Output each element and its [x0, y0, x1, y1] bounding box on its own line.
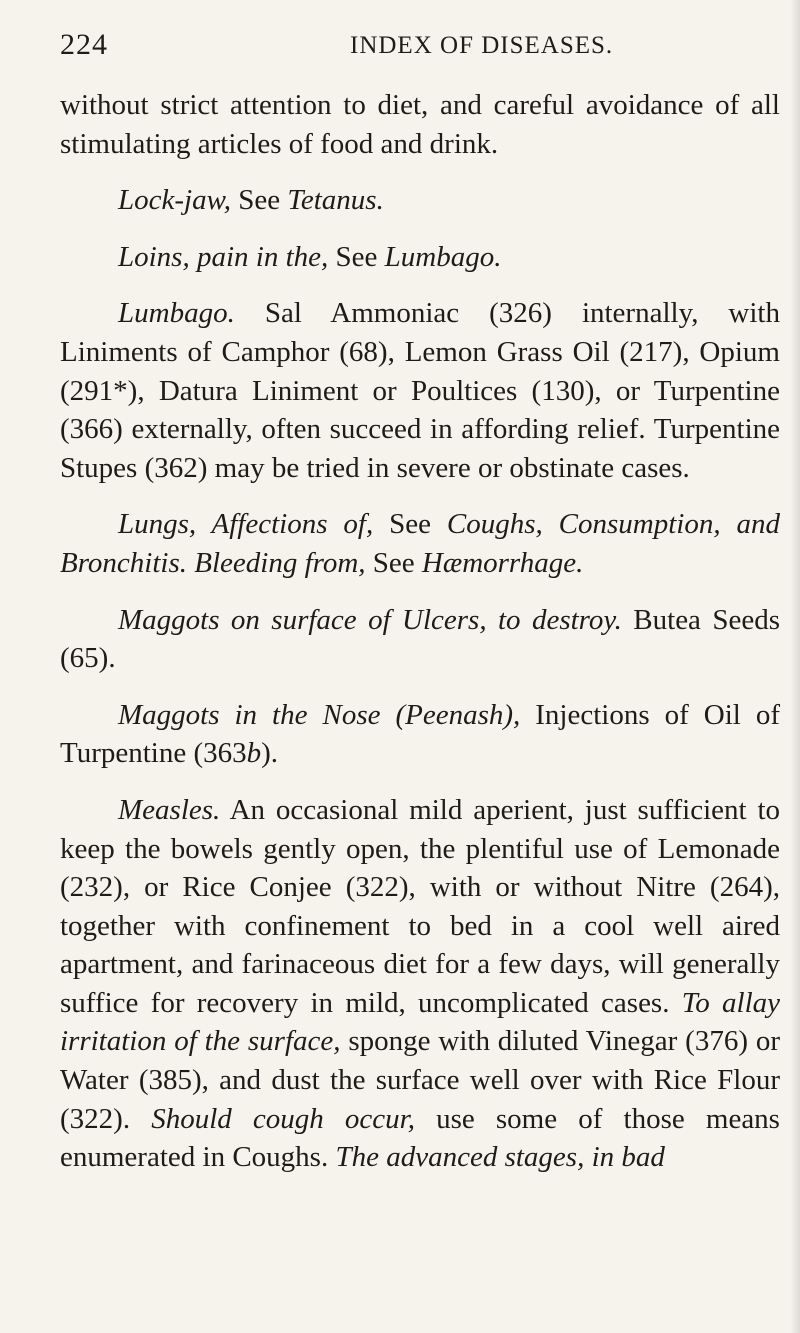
cross-reference: Lumbago. — [384, 240, 502, 273]
entry-text: Sal Ammoniac (326) internally, with Liniments of Camphor (68), Lemon Grass Oil (217), Opium (291*), Datura Liniment or Poultices (130), or Turpentine (366) externally, often succeed in affording relief. Turpentine Stupes (362) may be tried in severe or obstinate cases. — [60, 297, 780, 484]
entry-text: sponge with diluted Vinegar (376) or Water (385), and dust the surface well over with Rice Flour (322). — [60, 1025, 780, 1135]
page-edge-shadow — [790, 0, 800, 1333]
cross-reference: Tetanus. — [287, 184, 384, 217]
entry-term: Loins, pain in the, — [118, 240, 329, 273]
entry-term: Maggots on surface of Ulcers, to destroy. — [118, 603, 622, 636]
entry-lungs — [60, 505, 780, 582]
entry-text: See — [365, 546, 422, 579]
entry-text: See — [328, 240, 385, 273]
continuation-paragraph — [60, 86, 780, 163]
paragraph-text: without strict attention to diet, and careful avoidance of all stimulating articles of food and drink. — [60, 89, 780, 160]
entry-text: Injections of Oil of Turpentine (363 — [60, 698, 780, 770]
index-body — [60, 86, 780, 1195]
entry-text: See — [231, 184, 288, 217]
entry-term: Measles. — [118, 793, 221, 826]
entry-maggots-nose — [60, 696, 780, 773]
entry-text-italic: b — [246, 737, 262, 770]
entry-subheading: The advanced stages, in bad — [335, 1141, 665, 1174]
entry-lock-jaw — [60, 181, 780, 220]
entry-text: See — [373, 508, 447, 541]
page-number: 224 — [60, 28, 108, 61]
entry-lumbago — [60, 294, 780, 487]
entry-term: Lungs, Affections of, — [118, 508, 374, 541]
entry-text: ). — [261, 737, 279, 770]
entry-maggots-ulcers — [60, 601, 780, 678]
page-header — [60, 28, 782, 68]
entry-term: Lumbago. — [118, 297, 235, 330]
cross-reference: Hæmorrhage. — [421, 546, 584, 579]
entry-measles — [60, 791, 780, 1177]
cross-reference: Coughs, Consumption, and Bronchitis. Bleeding from, — [60, 508, 780, 579]
entry-loins — [60, 238, 780, 277]
entry-text: Butea Seeds (65). — [60, 603, 780, 675]
entry-term: Lock-jaw, — [118, 184, 232, 217]
running-head: INDEX OF DISEASES. — [350, 32, 614, 59]
entry-subheading: Should cough occur, — [151, 1102, 415, 1135]
entry-subheading: To allay irritation of the surface, — [60, 986, 781, 1058]
entry-text: An occasional mild aperient, just sufficient to keep the bowels gently open, the plentiful use of Lemonade (232), or Rice Conjee (322), with or without Nitre (264), together with confinement to bed in a cool well aired apartment, and farinaceous diet for a few days, will generally suffice for recovery in mild, uncomplicated cases. — [60, 793, 780, 1019]
entry-text: use some of those means enumerated in Coughs. — [60, 1102, 780, 1174]
entry-term: Maggots in the Nose (Peenash), — [118, 698, 521, 731]
